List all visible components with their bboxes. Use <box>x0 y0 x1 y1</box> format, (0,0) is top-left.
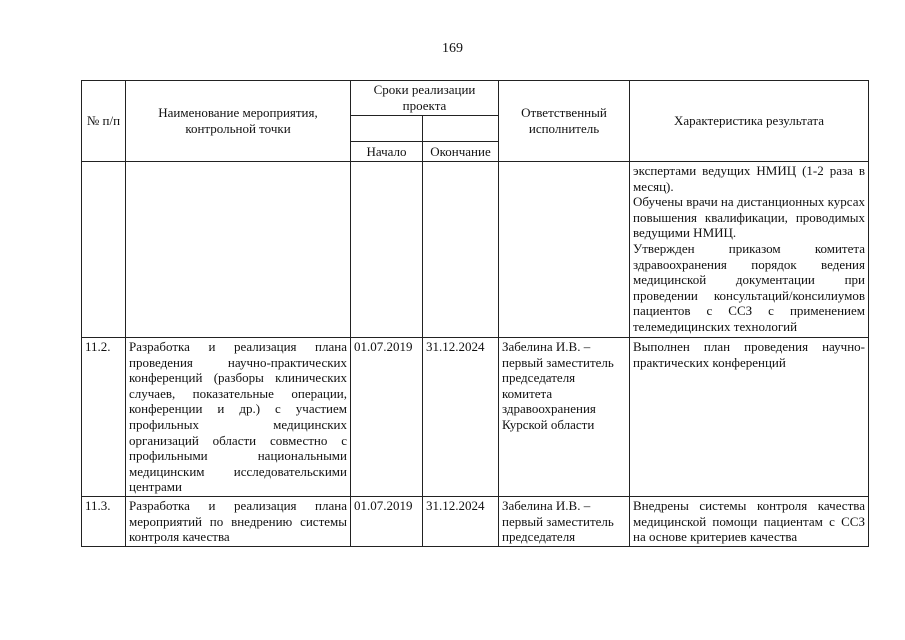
table-row <box>82 496 869 546</box>
header-blank-start <box>351 116 423 142</box>
row-name: Разработка и реализация плана мероприятий по внедрению системы контроля качества <box>126 496 351 546</box>
row-start <box>351 162 423 338</box>
result-paragraph: Утвержден приказом комитета здравоохранения порядок ведения медицинской документации при проведении консультаций/консилиумов пациентов с ССЗ с применением телемедицинских технологий <box>633 240 865 334</box>
result-paragraph: Выполнен план проведения научно-практических конференций <box>633 339 865 370</box>
row-responsible <box>499 162 630 338</box>
row-result <box>630 162 869 338</box>
row-end <box>423 162 499 338</box>
row-end: 31.12.2024 <box>423 338 499 497</box>
result-paragraph: экспертами ведущих НМИЦ (1-2 раза в месяц). <box>633 163 865 194</box>
header-start: Начало <box>351 142 423 162</box>
header-terms: Сроки реализации проекта <box>351 81 499 116</box>
header-end: Окончание <box>423 142 499 162</box>
plan-table <box>81 80 869 547</box>
result-paragraph: Обучены врачи на дистанционных курсах повышения квалификации, проводимых ведущими НМИЦ. <box>633 194 865 241</box>
row-num <box>82 162 126 338</box>
row-result <box>630 338 869 497</box>
row-name: Разработка и реализация плана проведения научно-практических конференций (разборы клинических случаев, показательные операции, конференции и др.) с участием профильных медицинских организаций области совместно с профильными национальными медицинским исследовательскими центрами <box>126 338 351 497</box>
header-result: Характеристика результата <box>630 81 869 162</box>
header-num: № п/п <box>82 81 126 162</box>
header-blank-end <box>423 116 499 142</box>
row-result <box>630 496 869 546</box>
row-responsible: Забелина И.В. – первый заместитель председателя комитета здравоохранения Курской области <box>499 338 630 497</box>
row-start: 01.07.2019 <box>351 338 423 497</box>
header-responsible: Ответственный исполнитель <box>499 81 630 162</box>
table-row <box>82 162 869 338</box>
row-start: 01.07.2019 <box>351 496 423 546</box>
row-name <box>126 162 351 338</box>
row-end: 31.12.2024 <box>423 496 499 546</box>
header-name: Наименование мероприятия, контрольной точки <box>126 81 351 162</box>
page-number: 169 <box>442 41 463 56</box>
row-num: 11.2. <box>82 338 126 497</box>
table-row <box>82 338 869 497</box>
row-responsible: Забелина И.В. – первый заместитель председателя <box>499 496 630 546</box>
result-paragraph: Внедрены системы контроля качества медицинской помощи пациентам с ССЗ на основе критериев качества <box>633 497 865 545</box>
row-num: 11.3. <box>82 496 126 546</box>
